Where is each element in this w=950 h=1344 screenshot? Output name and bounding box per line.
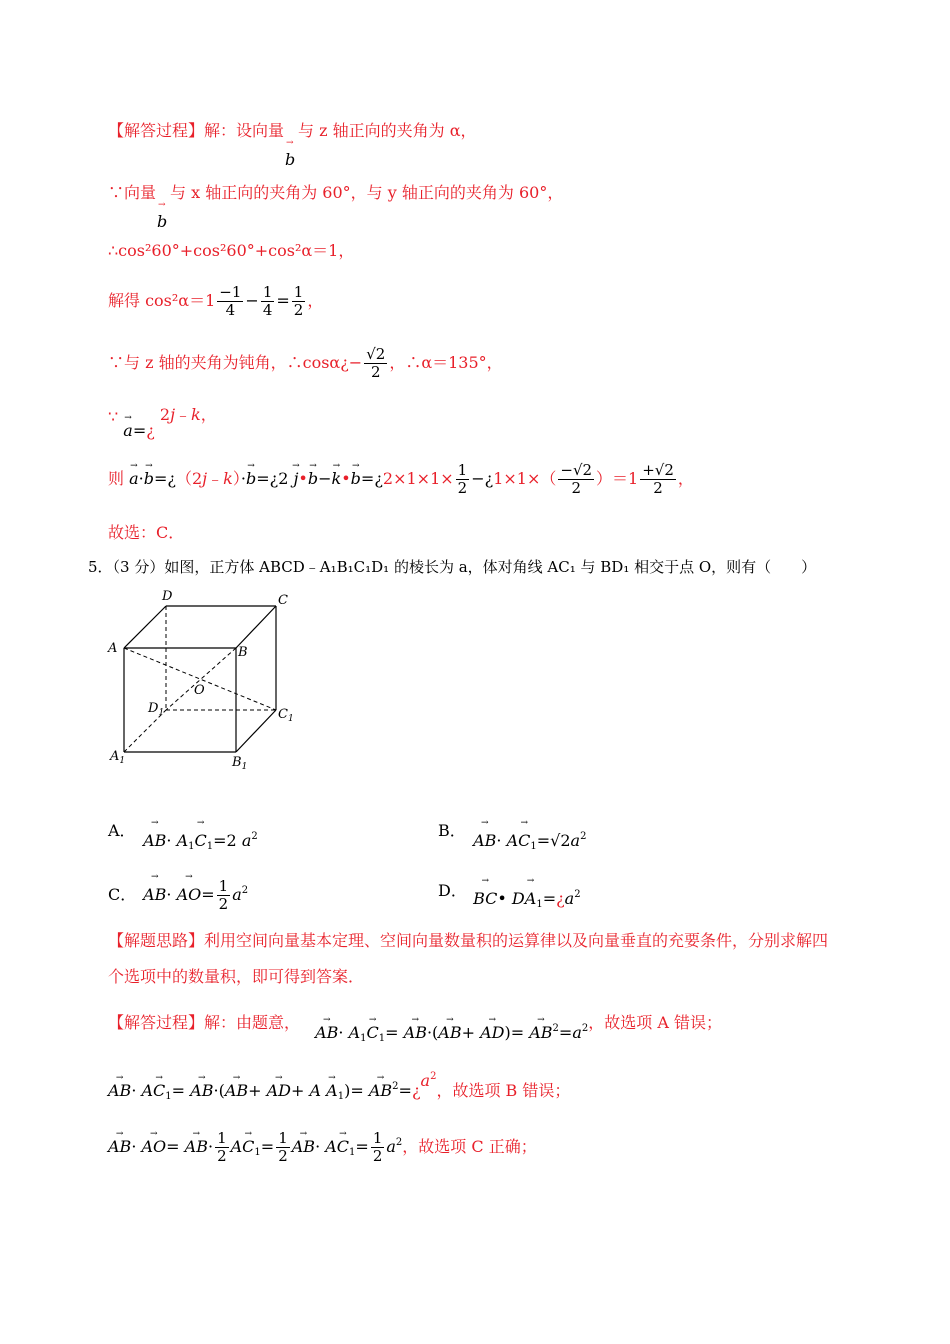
cube-figure [104, 586, 304, 772]
sol4-line1-tail: 与 z 轴正向的夹角为 α， [298, 121, 477, 140]
idea-text: 利用空间向量基本定理、空间向量数量积的运算律以及向量垂直的充要条件，分别求解四 [204, 931, 829, 950]
sol5-l3-tail: ，故选项 C 正确； [402, 1137, 537, 1156]
sol4-line2-pre: ∵向量 [108, 183, 157, 202]
label-D1: $D_1$ [148, 701, 165, 718]
option-c-label: C． [108, 885, 137, 904]
label-O: O [194, 683, 205, 698]
edge-BC [236, 606, 276, 648]
sol4-line2: ∵向量 b → 与 x 轴正向的夹角为 60°，与 y 轴正向的夹角为 60°， [108, 183, 564, 231]
label-D: D [162, 589, 173, 604]
diagonal-AC1 [124, 648, 276, 710]
sol4-conclusion: 故选：C． [108, 523, 185, 542]
label-B: B [238, 645, 248, 660]
sol5-line2: → $AB\cdot A\to C_1= \to AB\cdot(\to AB+ \to AD+ A \to A_1)=$ → $AB^2=¿a^2$，故选项 B 错误； [108, 1076, 570, 1108]
option-d-expr: → BC• $D\to A_1=¿a^2$ [473, 889, 581, 908]
option-d-label: D． [438, 881, 467, 900]
edge-AD [124, 606, 166, 648]
label-C1: $C_1$ [278, 707, 294, 724]
sol4-line5-pre: ∵与 z 轴的夹角为钝角，∴cosα¿− [108, 353, 363, 372]
option-c-expr: → AB· → AO= $\frac{1}{2}$ $a^2$ [143, 885, 248, 904]
option-a-label: A． [108, 821, 136, 840]
sol5-line3: → AB· → AO= → AB· $\frac{1}{2}$ $A\to C_1=$ $\frac{1}{2}$ → $AB\cdot A\to C_1=$ $\frac{1}{2}$ $a^2$，故选项 C 正确； [108, 1130, 537, 1165]
option-b[interactable] [438, 818, 587, 852]
process-heading: 【解答过程】解：由题意， [108, 1013, 301, 1032]
option-a[interactable] [108, 818, 258, 852]
sol4-line3-text: ∴cos²60°+cos²60°+cos²α＝1， [108, 241, 355, 260]
label-B1: $B_1$ [232, 755, 248, 772]
sol5-idea2 [108, 966, 364, 988]
idea-text-2: 个选项中的数量积，即可得到答案． [108, 967, 365, 986]
q5-stem: 5．（3 分）如图，正方体 ABCD﹣A₁B₁C₁D₁ 的棱长为 a，体对角线 AC₁ 与 BD₁ 相交于点 O，则有（ ） [88, 558, 817, 576]
option-a-expr: → $AB\cdot A_1\to C_1=2$ $a^2$ [143, 831, 258, 850]
label-A1: $A_1$ [110, 749, 126, 766]
sol4-line1: 【解答过程】解：设向量 b → 与 z 轴正向的夹角为 α， [108, 121, 477, 169]
sol5-l2-tail: ，故选项 B 错误； [436, 1081, 571, 1100]
edge-B1C1 [236, 710, 276, 752]
sol5-l1-tail: ，故选项 A 错误； [588, 1013, 722, 1032]
option-b-expr: → $AB\cdot A\to C_1=√2a^2$ [473, 831, 586, 850]
sol4-line2-text: 与 x 轴正向的夹角为 60°，与 y 轴正向的夹角为 60°， [170, 183, 564, 202]
option-d[interactable] [438, 878, 581, 910]
sol4-line6: ∵ → a=¿ 2j﹣k， [108, 406, 217, 428]
sol4-line4: 解得 cos²α＝1 $\frac{-1}{4}$ − $\frac{1}{4}$ = $\frac{1}{2}$ ， [108, 283, 324, 319]
diagonal-BD1 [166, 648, 236, 710]
label-C: C [278, 593, 288, 608]
sol5-line1: 【解答过程】解：由题意， → $AB\cdot A_1\to C_1= \to AB\cdot(\to AB+ \to AD)= \to AB^2=a^2$，故选项 A 错误； [108, 1008, 722, 1040]
sol4-line7: 则 → a·→ b=¿（2j﹣k）·→ b=¿2 → j•→ b−→ k•→ b=¿2×1×1× $\frac{1}{2}$ −¿1×1×（ $\frac{-√2}{2}$ ）＝1 $\frac{+√2}{2}$ ， [108, 462, 694, 497]
sol4-line5-tail: ，∴α＝135°， [389, 353, 503, 372]
sol4-line8 [108, 522, 184, 544]
idea-heading: 【解题思路】 [108, 931, 205, 950]
sol4-line5: ∵与 z 轴的夹角为钝角，∴cosα¿− $\frac{√2}{2}$ ，∴α＝135°， [108, 345, 503, 381]
sol4-line4-pre: 解得 cos²α＝1 [108, 291, 216, 310]
answer-process-heading: 【解答过程】解：设向量 [108, 121, 285, 140]
option-b-label: B． [438, 821, 466, 840]
option-c[interactable] [108, 878, 248, 913]
sol5-idea [108, 930, 828, 952]
label-A: A [108, 641, 118, 656]
sol4-line3 [108, 240, 354, 262]
